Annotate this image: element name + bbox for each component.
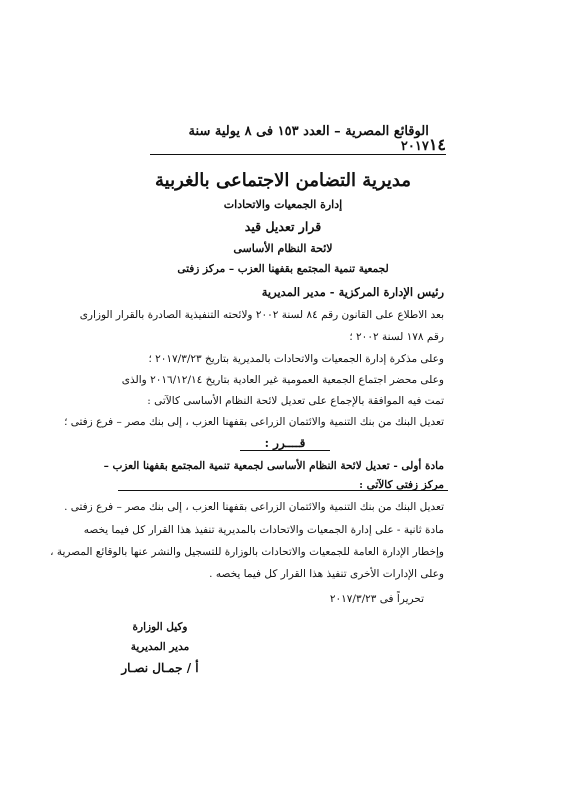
department-name: إدارة الجمعيات والاتحادات (223, 198, 343, 211)
regulation-title: لائحة النظام الأساسى (233, 242, 333, 255)
article-two: مادة ثانية - على إدارة الجمعيات والاتحادات بالمديرية تنفيذ هذا القرار كل فيما يخصه (83, 524, 444, 536)
publication-info: الوقائع المصرية – العدد ١٥٣ فى ٨ يولية سنة ٢٠١٧ (188, 124, 429, 154)
signature-title: وكيل الوزارة (132, 621, 188, 633)
signatory-name: أ / جمـال نصـار (121, 661, 199, 675)
body-paragraph: بعد الاطلاع على القانون رقم ٨٤ لسنة ٢٠٠٢ ولائحته التنفيذية الصادرة بالقرار الوزارى (79, 309, 444, 321)
page-header (170, 124, 446, 154)
body-paragraph: وعلى مذكرة إدارة الجمعيات والاتحادات بالمديرية بتاريخ ٢٠١٧/٣/٢٣ ؛ (148, 353, 444, 365)
header-divider (150, 154, 446, 155)
decision-title: قرار تعديل قيد (244, 219, 322, 234)
article-one: مادة أولى - تعديل لائحة النظام الأساسى لجمعية تنمية المجتمع بقفهنا العزب – (103, 460, 444, 472)
section-divider (118, 490, 448, 491)
document-title: مديرية التضامن الاجتماعى بالغربية (155, 170, 411, 191)
date-line: تحريراً فى ٢٠١٧/٣/٢٣ (329, 593, 424, 605)
page-number: ١٤ (428, 135, 446, 154)
body-paragraph: وعلى الإدارات الأخرى تنفيذ هذا القرار كل فيما يخصه . (209, 568, 444, 580)
signature-role: مدير المديرية (130, 641, 190, 653)
decree-heading: قــــرر : (240, 436, 330, 451)
article-one-continued: مركز زفتى كالآتى : (359, 479, 444, 491)
body-paragraph: وعلى محضر اجتماع الجمعية العمومية غير العادية بتاريخ ٢٠١٦/١٢/١٤ والذى (121, 374, 444, 386)
body-paragraph: وإخطار الإدارة العامة للجمعيات والاتحادات بالوزارة للتسجيل والنشر عنها بالوقائع المصرية ، (50, 546, 444, 558)
body-paragraph: تعديل البنك من بنك التنمية والائتمان الزراعى بقفهنا العزب ، إلى بنك مصر – فرع زفتى ؛ (64, 416, 444, 428)
body-paragraph: تعديل البنك من بنك التنمية والائتمان الزراعى بقفهنا العزب ، إلى بنك مصر – فرع زفتى . (64, 501, 444, 513)
body-paragraph: رقم ١٧٨ لسنة ٢٠٠٢ ؛ (349, 331, 444, 343)
body-paragraph: تمت فيه الموافقة بالإجماع على تعديل لائحة النظام الأساسى كالآتى : (147, 395, 444, 407)
issuer-line: رئيس الإدارة المركزية - مدير المديرية (261, 285, 444, 299)
association-name: لجمعية تنمية المجتمع بقفهنا العزب – مركز زفتى (177, 263, 389, 275)
